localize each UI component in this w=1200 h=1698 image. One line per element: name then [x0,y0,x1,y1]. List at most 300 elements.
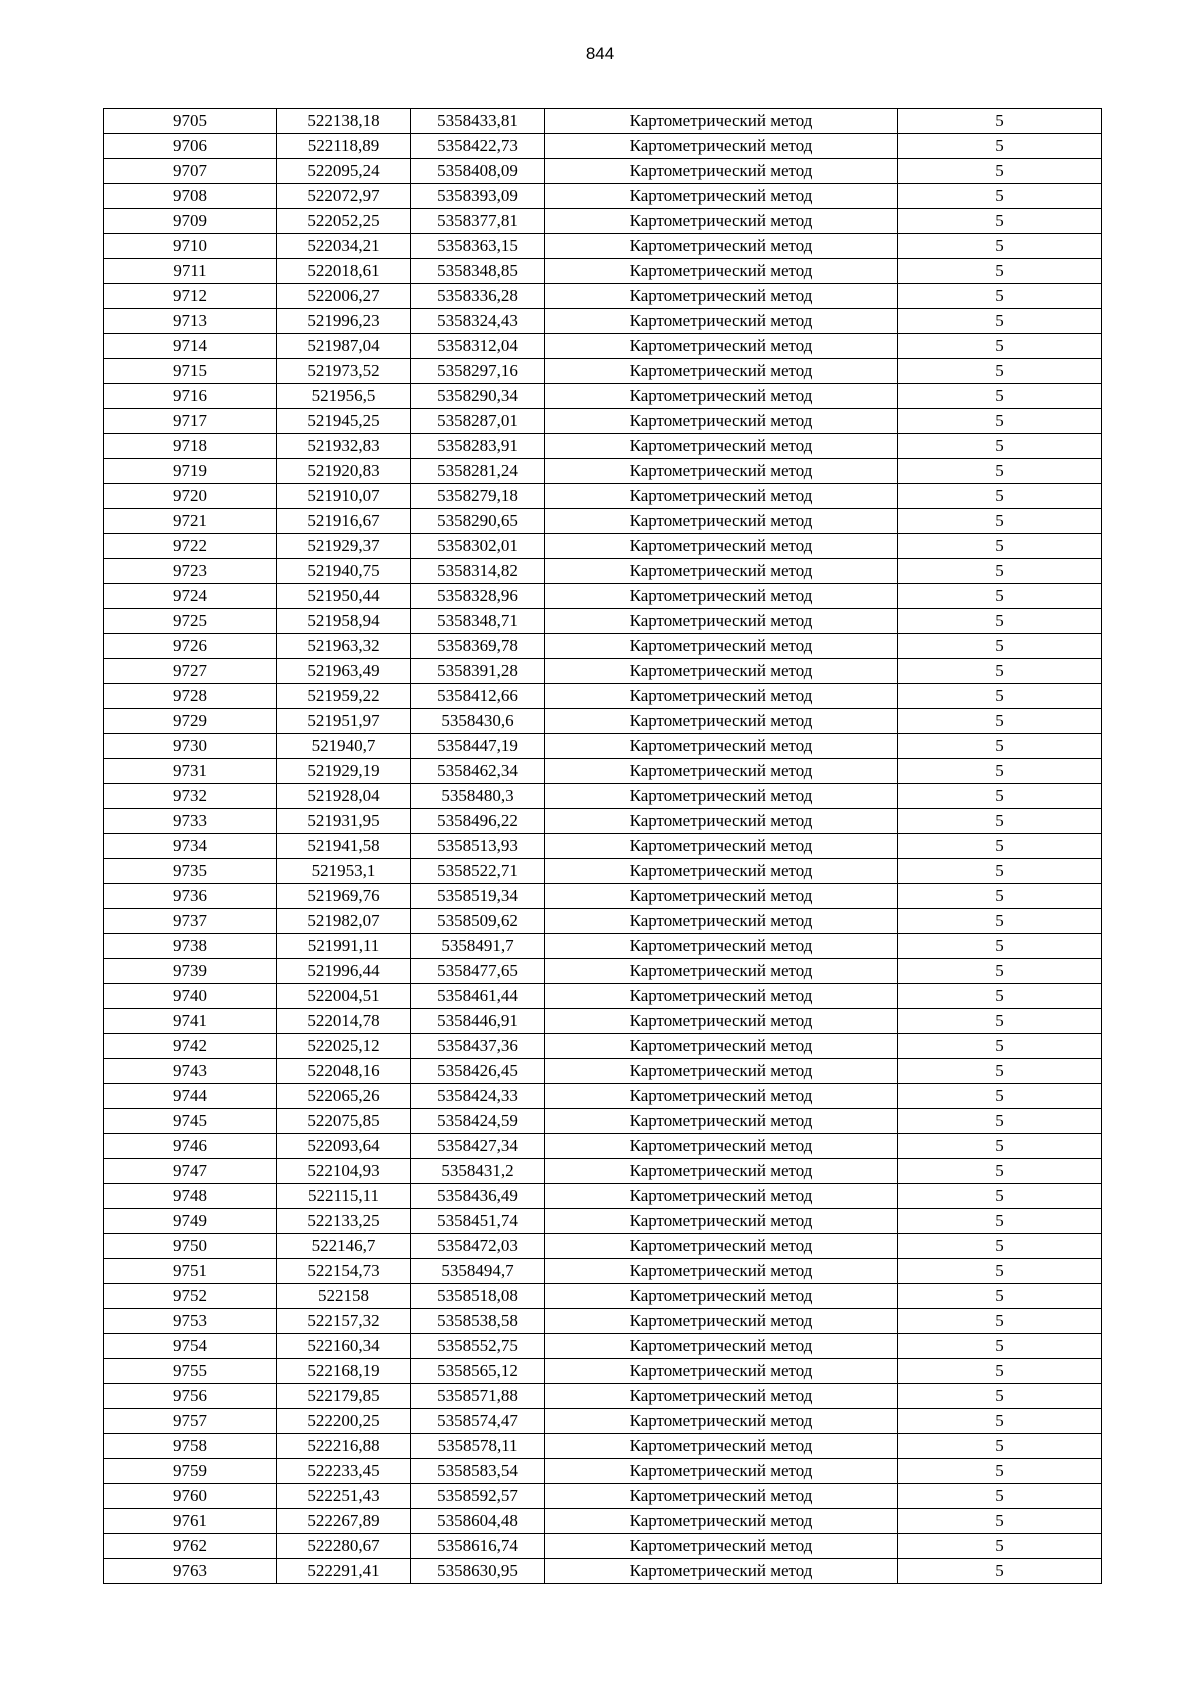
method-cell: Картометрический метод [545,1334,898,1359]
x-coordinate-cell: 522158 [277,1284,411,1309]
table-row [104,1484,1102,1509]
y-coordinate-cell: 5358377,81 [411,209,545,234]
accuracy-cell: 5 [898,809,1102,834]
y-coordinate-cell: 5358472,03 [411,1234,545,1259]
method-cell: Картометрический метод [545,484,898,509]
point-number-cell: 9760 [104,1484,277,1509]
point-number-cell: 9745 [104,1109,277,1134]
x-coordinate-cell: 521987,04 [277,334,411,359]
accuracy-cell: 5 [898,1484,1102,1509]
y-coordinate-cell: 5358571,88 [411,1384,545,1409]
point-number-cell: 9722 [104,534,277,559]
table-row [104,509,1102,534]
method-cell: Картометрический метод [545,534,898,559]
coordinates-table-body [104,109,1102,1584]
method-cell: Картометрический метод [545,859,898,884]
x-coordinate-cell: 521991,11 [277,934,411,959]
x-coordinate-cell: 522138,18 [277,109,411,134]
accuracy-cell: 5 [898,1259,1102,1284]
table-row [104,809,1102,834]
method-cell: Картометрический метод [545,184,898,209]
y-coordinate-cell: 5358348,71 [411,609,545,634]
accuracy-cell: 5 [898,984,1102,1009]
point-number-cell: 9735 [104,859,277,884]
x-coordinate-cell: 521928,04 [277,784,411,809]
method-cell: Картометрический метод [545,1509,898,1534]
point-number-cell: 9717 [104,409,277,434]
accuracy-cell: 5 [898,834,1102,859]
method-cell: Картометрический метод [545,784,898,809]
y-coordinate-cell: 5358496,22 [411,809,545,834]
y-coordinate-cell: 5358461,44 [411,984,545,1009]
method-cell: Картометрический метод [545,734,898,759]
table-row [104,1184,1102,1209]
point-number-cell: 9714 [104,334,277,359]
method-cell: Картометрический метод [545,809,898,834]
method-cell: Картометрический метод [545,334,898,359]
x-coordinate-cell: 522216,88 [277,1434,411,1459]
point-number-cell: 9731 [104,759,277,784]
accuracy-cell: 5 [898,284,1102,309]
x-coordinate-cell: 521941,58 [277,834,411,859]
y-coordinate-cell: 5358391,28 [411,659,545,684]
table-row [104,1159,1102,1184]
table-row [104,659,1102,684]
table-row [104,134,1102,159]
accuracy-cell: 5 [898,409,1102,434]
y-coordinate-cell: 5358426,45 [411,1059,545,1084]
table-row [104,1259,1102,1284]
point-number-cell: 9763 [104,1559,277,1584]
point-number-cell: 9738 [104,934,277,959]
x-coordinate-cell: 521958,94 [277,609,411,634]
y-coordinate-cell: 5358491,7 [411,934,545,959]
x-coordinate-cell: 522004,51 [277,984,411,1009]
y-coordinate-cell: 5358312,04 [411,334,545,359]
y-coordinate-cell: 5358616,74 [411,1534,545,1559]
accuracy-cell: 5 [898,109,1102,134]
x-coordinate-cell: 522200,25 [277,1409,411,1434]
method-cell: Картометрический метод [545,1184,898,1209]
accuracy-cell: 5 [898,309,1102,334]
method-cell: Картометрический метод [545,984,898,1009]
method-cell: Картометрический метод [545,1109,898,1134]
y-coordinate-cell: 5358437,36 [411,1034,545,1059]
table-row [104,859,1102,884]
x-coordinate-cell: 521982,07 [277,909,411,934]
method-cell: Картометрический метод [545,634,898,659]
x-coordinate-cell: 522048,16 [277,1059,411,1084]
table-row [104,784,1102,809]
table-row [104,709,1102,734]
method-cell: Картометрический метод [545,1484,898,1509]
y-coordinate-cell: 5358519,34 [411,884,545,909]
accuracy-cell: 5 [898,759,1102,784]
accuracy-cell: 5 [898,1084,1102,1109]
y-coordinate-cell: 5358513,93 [411,834,545,859]
method-cell: Картометрический метод [545,709,898,734]
x-coordinate-cell: 521932,83 [277,434,411,459]
accuracy-cell: 5 [898,1384,1102,1409]
x-coordinate-cell: 522075,85 [277,1109,411,1134]
x-coordinate-cell: 522133,25 [277,1209,411,1234]
table-row [104,534,1102,559]
method-cell: Картометрический метод [545,1259,898,1284]
x-coordinate-cell: 522072,97 [277,184,411,209]
x-coordinate-cell: 521951,97 [277,709,411,734]
accuracy-cell: 5 [898,1334,1102,1359]
x-coordinate-cell: 522233,45 [277,1459,411,1484]
point-number-cell: 9708 [104,184,277,209]
point-number-cell: 9759 [104,1459,277,1484]
method-cell: Картометрический метод [545,1159,898,1184]
x-coordinate-cell: 522146,7 [277,1234,411,1259]
method-cell: Картометрический метод [545,459,898,484]
x-coordinate-cell: 521940,7 [277,734,411,759]
y-coordinate-cell: 5358363,15 [411,234,545,259]
accuracy-cell: 5 [898,1509,1102,1534]
table-row [104,1309,1102,1334]
y-coordinate-cell: 5358480,3 [411,784,545,809]
y-coordinate-cell: 5358565,12 [411,1359,545,1384]
point-number-cell: 9747 [104,1159,277,1184]
table-row [104,1459,1102,1484]
method-cell: Картометрический метод [545,509,898,534]
table-row [104,459,1102,484]
y-coordinate-cell: 5358408,09 [411,159,545,184]
accuracy-cell: 5 [898,1184,1102,1209]
method-cell: Картометрический метод [545,1534,898,1559]
table-row [104,384,1102,409]
method-cell: Картометрический метод [545,1359,898,1384]
table-row [104,1284,1102,1309]
y-coordinate-cell: 5358552,75 [411,1334,545,1359]
x-coordinate-cell: 521950,44 [277,584,411,609]
x-coordinate-cell: 521929,19 [277,759,411,784]
method-cell: Картометрический метод [545,909,898,934]
x-coordinate-cell: 522157,32 [277,1309,411,1334]
table-row [104,159,1102,184]
accuracy-cell: 5 [898,1309,1102,1334]
table-row [104,409,1102,434]
accuracy-cell: 5 [898,709,1102,734]
point-number-cell: 9737 [104,909,277,934]
point-number-cell: 9732 [104,784,277,809]
table-row [104,334,1102,359]
x-coordinate-cell: 521910,07 [277,484,411,509]
accuracy-cell: 5 [898,659,1102,684]
point-number-cell: 9711 [104,259,277,284]
y-coordinate-cell: 5358283,91 [411,434,545,459]
accuracy-cell: 5 [898,1009,1102,1034]
x-coordinate-cell: 521959,22 [277,684,411,709]
y-coordinate-cell: 5358324,43 [411,309,545,334]
x-coordinate-cell: 522115,11 [277,1184,411,1209]
y-coordinate-cell: 5358477,65 [411,959,545,984]
point-number-cell: 9749 [104,1209,277,1234]
point-number-cell: 9739 [104,959,277,984]
x-coordinate-cell: 521940,75 [277,559,411,584]
y-coordinate-cell: 5358538,58 [411,1309,545,1334]
table-row [104,1109,1102,1134]
method-cell: Картометрический метод [545,284,898,309]
point-number-cell: 9753 [104,1309,277,1334]
method-cell: Картометрический метод [545,559,898,584]
y-coordinate-cell: 5358369,78 [411,634,545,659]
method-cell: Картометрический метод [545,834,898,859]
accuracy-cell: 5 [898,334,1102,359]
point-number-cell: 9744 [104,1084,277,1109]
point-number-cell: 9727 [104,659,277,684]
y-coordinate-cell: 5358393,09 [411,184,545,209]
method-cell: Картометрический метод [545,1409,898,1434]
table-row [104,934,1102,959]
x-coordinate-cell: 521996,23 [277,309,411,334]
accuracy-cell: 5 [898,434,1102,459]
accuracy-cell: 5 [898,459,1102,484]
y-coordinate-cell: 5358433,81 [411,109,545,134]
point-number-cell: 9712 [104,284,277,309]
table-row [104,209,1102,234]
table-row [104,759,1102,784]
x-coordinate-cell: 521953,1 [277,859,411,884]
x-coordinate-cell: 522104,93 [277,1159,411,1184]
y-coordinate-cell: 5358630,95 [411,1559,545,1584]
y-coordinate-cell: 5358462,34 [411,759,545,784]
point-number-cell: 9715 [104,359,277,384]
accuracy-cell: 5 [898,1434,1102,1459]
y-coordinate-cell: 5358290,65 [411,509,545,534]
point-number-cell: 9756 [104,1384,277,1409]
y-coordinate-cell: 5358447,19 [411,734,545,759]
point-number-cell: 9754 [104,1334,277,1359]
y-coordinate-cell: 5358412,66 [411,684,545,709]
point-number-cell: 9743 [104,1059,277,1084]
method-cell: Картометрический метод [545,659,898,684]
y-coordinate-cell: 5358578,11 [411,1434,545,1459]
table-row [104,734,1102,759]
accuracy-cell: 5 [898,184,1102,209]
point-number-cell: 9730 [104,734,277,759]
y-coordinate-cell: 5358436,49 [411,1184,545,1209]
accuracy-cell: 5 [898,509,1102,534]
table-row [104,184,1102,209]
method-cell: Картометрический метод [545,609,898,634]
x-coordinate-cell: 521973,52 [277,359,411,384]
accuracy-cell: 5 [898,859,1102,884]
point-number-cell: 9740 [104,984,277,1009]
table-row [104,584,1102,609]
point-number-cell: 9710 [104,234,277,259]
table-row [104,1534,1102,1559]
y-coordinate-cell: 5358302,01 [411,534,545,559]
table-row [104,909,1102,934]
method-cell: Картометрический метод [545,934,898,959]
point-number-cell: 9757 [104,1409,277,1434]
accuracy-cell: 5 [898,159,1102,184]
table-row [104,984,1102,1009]
x-coordinate-cell: 521920,83 [277,459,411,484]
y-coordinate-cell: 5358424,33 [411,1084,545,1109]
accuracy-cell: 5 [898,559,1102,584]
y-coordinate-cell: 5358522,71 [411,859,545,884]
y-coordinate-cell: 5358348,85 [411,259,545,284]
accuracy-cell: 5 [898,1134,1102,1159]
accuracy-cell: 5 [898,1234,1102,1259]
table-row [104,1209,1102,1234]
point-number-cell: 9724 [104,584,277,609]
y-coordinate-cell: 5358427,34 [411,1134,545,1159]
method-cell: Картометрический метод [545,159,898,184]
method-cell: Картометрический метод [545,234,898,259]
method-cell: Картометрический метод [545,1034,898,1059]
x-coordinate-cell: 522018,61 [277,259,411,284]
table-row [104,234,1102,259]
method-cell: Картометрический метод [545,1384,898,1409]
table-row [104,434,1102,459]
x-coordinate-cell: 522025,12 [277,1034,411,1059]
table-row [104,284,1102,309]
point-number-cell: 9725 [104,609,277,634]
accuracy-cell: 5 [898,134,1102,159]
y-coordinate-cell: 5358451,74 [411,1209,545,1234]
table-row [104,484,1102,509]
x-coordinate-cell: 521931,95 [277,809,411,834]
accuracy-cell: 5 [898,959,1102,984]
accuracy-cell: 5 [898,1459,1102,1484]
y-coordinate-cell: 5358430,6 [411,709,545,734]
table-row [104,1134,1102,1159]
method-cell: Картометрический метод [545,1084,898,1109]
y-coordinate-cell: 5358328,96 [411,584,545,609]
method-cell: Картометрический метод [545,1434,898,1459]
page-number: 844 [585,44,615,63]
table-row [104,1034,1102,1059]
point-number-cell: 9752 [104,1284,277,1309]
table-row [104,1409,1102,1434]
method-cell: Картометрический метод [545,1459,898,1484]
point-number-cell: 9721 [104,509,277,534]
x-coordinate-cell: 521945,25 [277,409,411,434]
method-cell: Картометрический метод [545,959,898,984]
x-coordinate-cell: 522179,85 [277,1384,411,1409]
accuracy-cell: 5 [898,1034,1102,1059]
x-coordinate-cell: 522267,89 [277,1509,411,1534]
method-cell: Картометрический метод [545,1309,898,1334]
accuracy-cell: 5 [898,1059,1102,1084]
point-number-cell: 9706 [104,134,277,159]
y-coordinate-cell: 5358494,7 [411,1259,545,1284]
accuracy-cell: 5 [898,1409,1102,1434]
table-row [104,1084,1102,1109]
x-coordinate-cell: 522291,41 [277,1559,411,1584]
x-coordinate-cell: 522065,26 [277,1084,411,1109]
x-coordinate-cell: 522168,19 [277,1359,411,1384]
accuracy-cell: 5 [898,1559,1102,1584]
accuracy-cell: 5 [898,259,1102,284]
method-cell: Картометрический метод [545,1559,898,1584]
method-cell: Картометрический метод [545,1134,898,1159]
table-row [104,559,1102,584]
method-cell: Картометрический метод [545,884,898,909]
accuracy-cell: 5 [898,884,1102,909]
table-row [104,259,1102,284]
table-row [104,884,1102,909]
accuracy-cell: 5 [898,234,1102,259]
x-coordinate-cell: 521963,49 [277,659,411,684]
table-row [104,309,1102,334]
y-coordinate-cell: 5358297,16 [411,359,545,384]
method-cell: Картометрический метод [545,1009,898,1034]
point-number-cell: 9748 [104,1184,277,1209]
x-coordinate-cell: 521963,32 [277,634,411,659]
point-number-cell: 9750 [104,1234,277,1259]
accuracy-cell: 5 [898,909,1102,934]
accuracy-cell: 5 [898,609,1102,634]
point-number-cell: 9723 [104,559,277,584]
accuracy-cell: 5 [898,684,1102,709]
point-number-cell: 9720 [104,484,277,509]
accuracy-cell: 5 [898,359,1102,384]
accuracy-cell: 5 [898,1534,1102,1559]
x-coordinate-cell: 522095,24 [277,159,411,184]
x-coordinate-cell: 522093,64 [277,1134,411,1159]
y-coordinate-cell: 5358290,34 [411,384,545,409]
accuracy-cell: 5 [898,934,1102,959]
point-number-cell: 9762 [104,1534,277,1559]
y-coordinate-cell: 5358431,2 [411,1159,545,1184]
accuracy-cell: 5 [898,1284,1102,1309]
method-cell: Картометрический метод [545,259,898,284]
method-cell: Картометрический метод [545,384,898,409]
accuracy-cell: 5 [898,1359,1102,1384]
coordinates-table [103,108,1102,1584]
x-coordinate-cell: 521969,76 [277,884,411,909]
method-cell: Картометрический метод [545,584,898,609]
method-cell: Картометрический метод [545,1234,898,1259]
x-coordinate-cell: 521996,44 [277,959,411,984]
table-row [104,1384,1102,1409]
method-cell: Картометрический метод [545,434,898,459]
accuracy-cell: 5 [898,734,1102,759]
table-row [104,1334,1102,1359]
table-row [104,1059,1102,1084]
method-cell: Картометрический метод [545,759,898,784]
accuracy-cell: 5 [898,1209,1102,1234]
point-number-cell: 9728 [104,684,277,709]
x-coordinate-cell: 522006,27 [277,284,411,309]
x-coordinate-cell: 522014,78 [277,1009,411,1034]
point-number-cell: 9719 [104,459,277,484]
table-row [104,359,1102,384]
point-number-cell: 9707 [104,159,277,184]
table-row [104,684,1102,709]
accuracy-cell: 5 [898,384,1102,409]
accuracy-cell: 5 [898,584,1102,609]
x-coordinate-cell: 522034,21 [277,234,411,259]
table-row [104,634,1102,659]
method-cell: Картометрический метод [545,1284,898,1309]
point-number-cell: 9729 [104,709,277,734]
y-coordinate-cell: 5358574,47 [411,1409,545,1434]
point-number-cell: 9751 [104,1259,277,1284]
y-coordinate-cell: 5358424,59 [411,1109,545,1134]
y-coordinate-cell: 5358604,48 [411,1509,545,1534]
accuracy-cell: 5 [898,634,1102,659]
point-number-cell: 9761 [104,1509,277,1534]
accuracy-cell: 5 [898,534,1102,559]
method-cell: Картометрический метод [545,309,898,334]
